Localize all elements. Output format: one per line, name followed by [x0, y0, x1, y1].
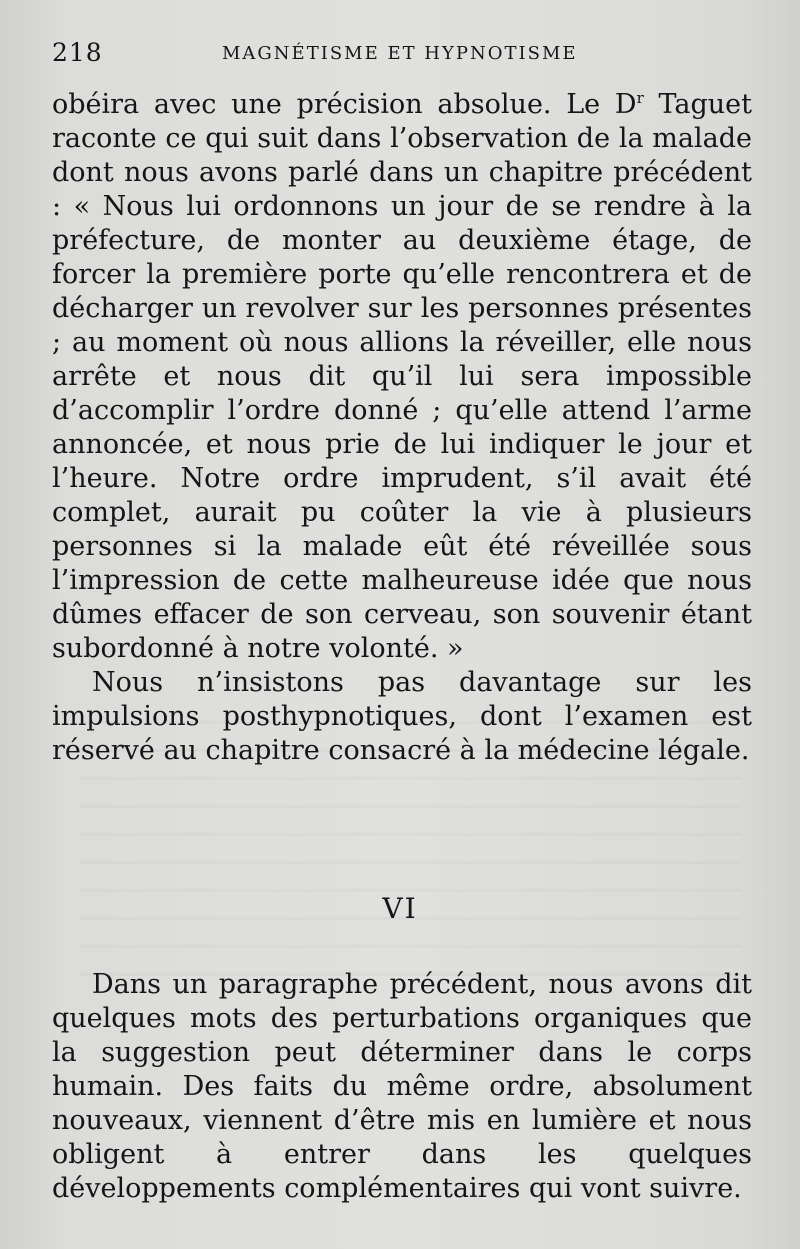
- main-text: [52, 88, 752, 768]
- running-head: [52, 38, 752, 72]
- section-number: VI: [382, 892, 418, 925]
- doctor-superscript: r: [636, 89, 644, 107]
- page-number: 218: [52, 38, 103, 67]
- section-text: [52, 968, 752, 1206]
- paragraph-1-rest: Taguet raconte ce qui suit dans l’observation de la malade dont nous avons parlé dans un chapitre précédent : « Nous lui ordonnons un jour de se rendre à la préfecture, de monter au deuxième étage, de forcer la première porte qu’elle rencontrera et de décharger un revolver sur les personnes présentes ; au moment où nous allions la réveiller, elle nous arrête et nous dit qu’il lui sera impossible d’accomplir l’ordre donné ; qu’elle attend l’arme annoncée, et nous prie de lui indiquer le jour et l’heure. Notre ordre imprudent, s’il avait été complet, aurait pu coûter la vie à plusieurs personnes si la malade eût été réveillée sous l’impression de cette malheureuse idée que nous dûmes effacer de son cerveau, son souvenir étant subordonné à notre volonté. »: [52, 89, 752, 664]
- paragraph-1: [52, 88, 752, 666]
- paragraph-1-start: obéira avec une précision absolue. Le D: [52, 89, 637, 120]
- running-title: MAGNÉTISME ET HYPNOTISME: [222, 43, 578, 64]
- paragraph-2: Nous n’insistons pas davantage sur les impulsions posthypnotiques, dont l’examen est réservé au chapitre consacré à la médecine légale.: [52, 667, 752, 766]
- section-paragraph-1: Dans un paragraphe précédent, nous avons dit quelques mots des perturbations organiques que la suggestion peut déterminer dans le corps humain. Des faits du même ordre, absolument nouveaux, viennent d’être mis en lumière et nous obligent à entrer dans les quelques développements complémentaires qui vont suivre.: [52, 969, 752, 1204]
